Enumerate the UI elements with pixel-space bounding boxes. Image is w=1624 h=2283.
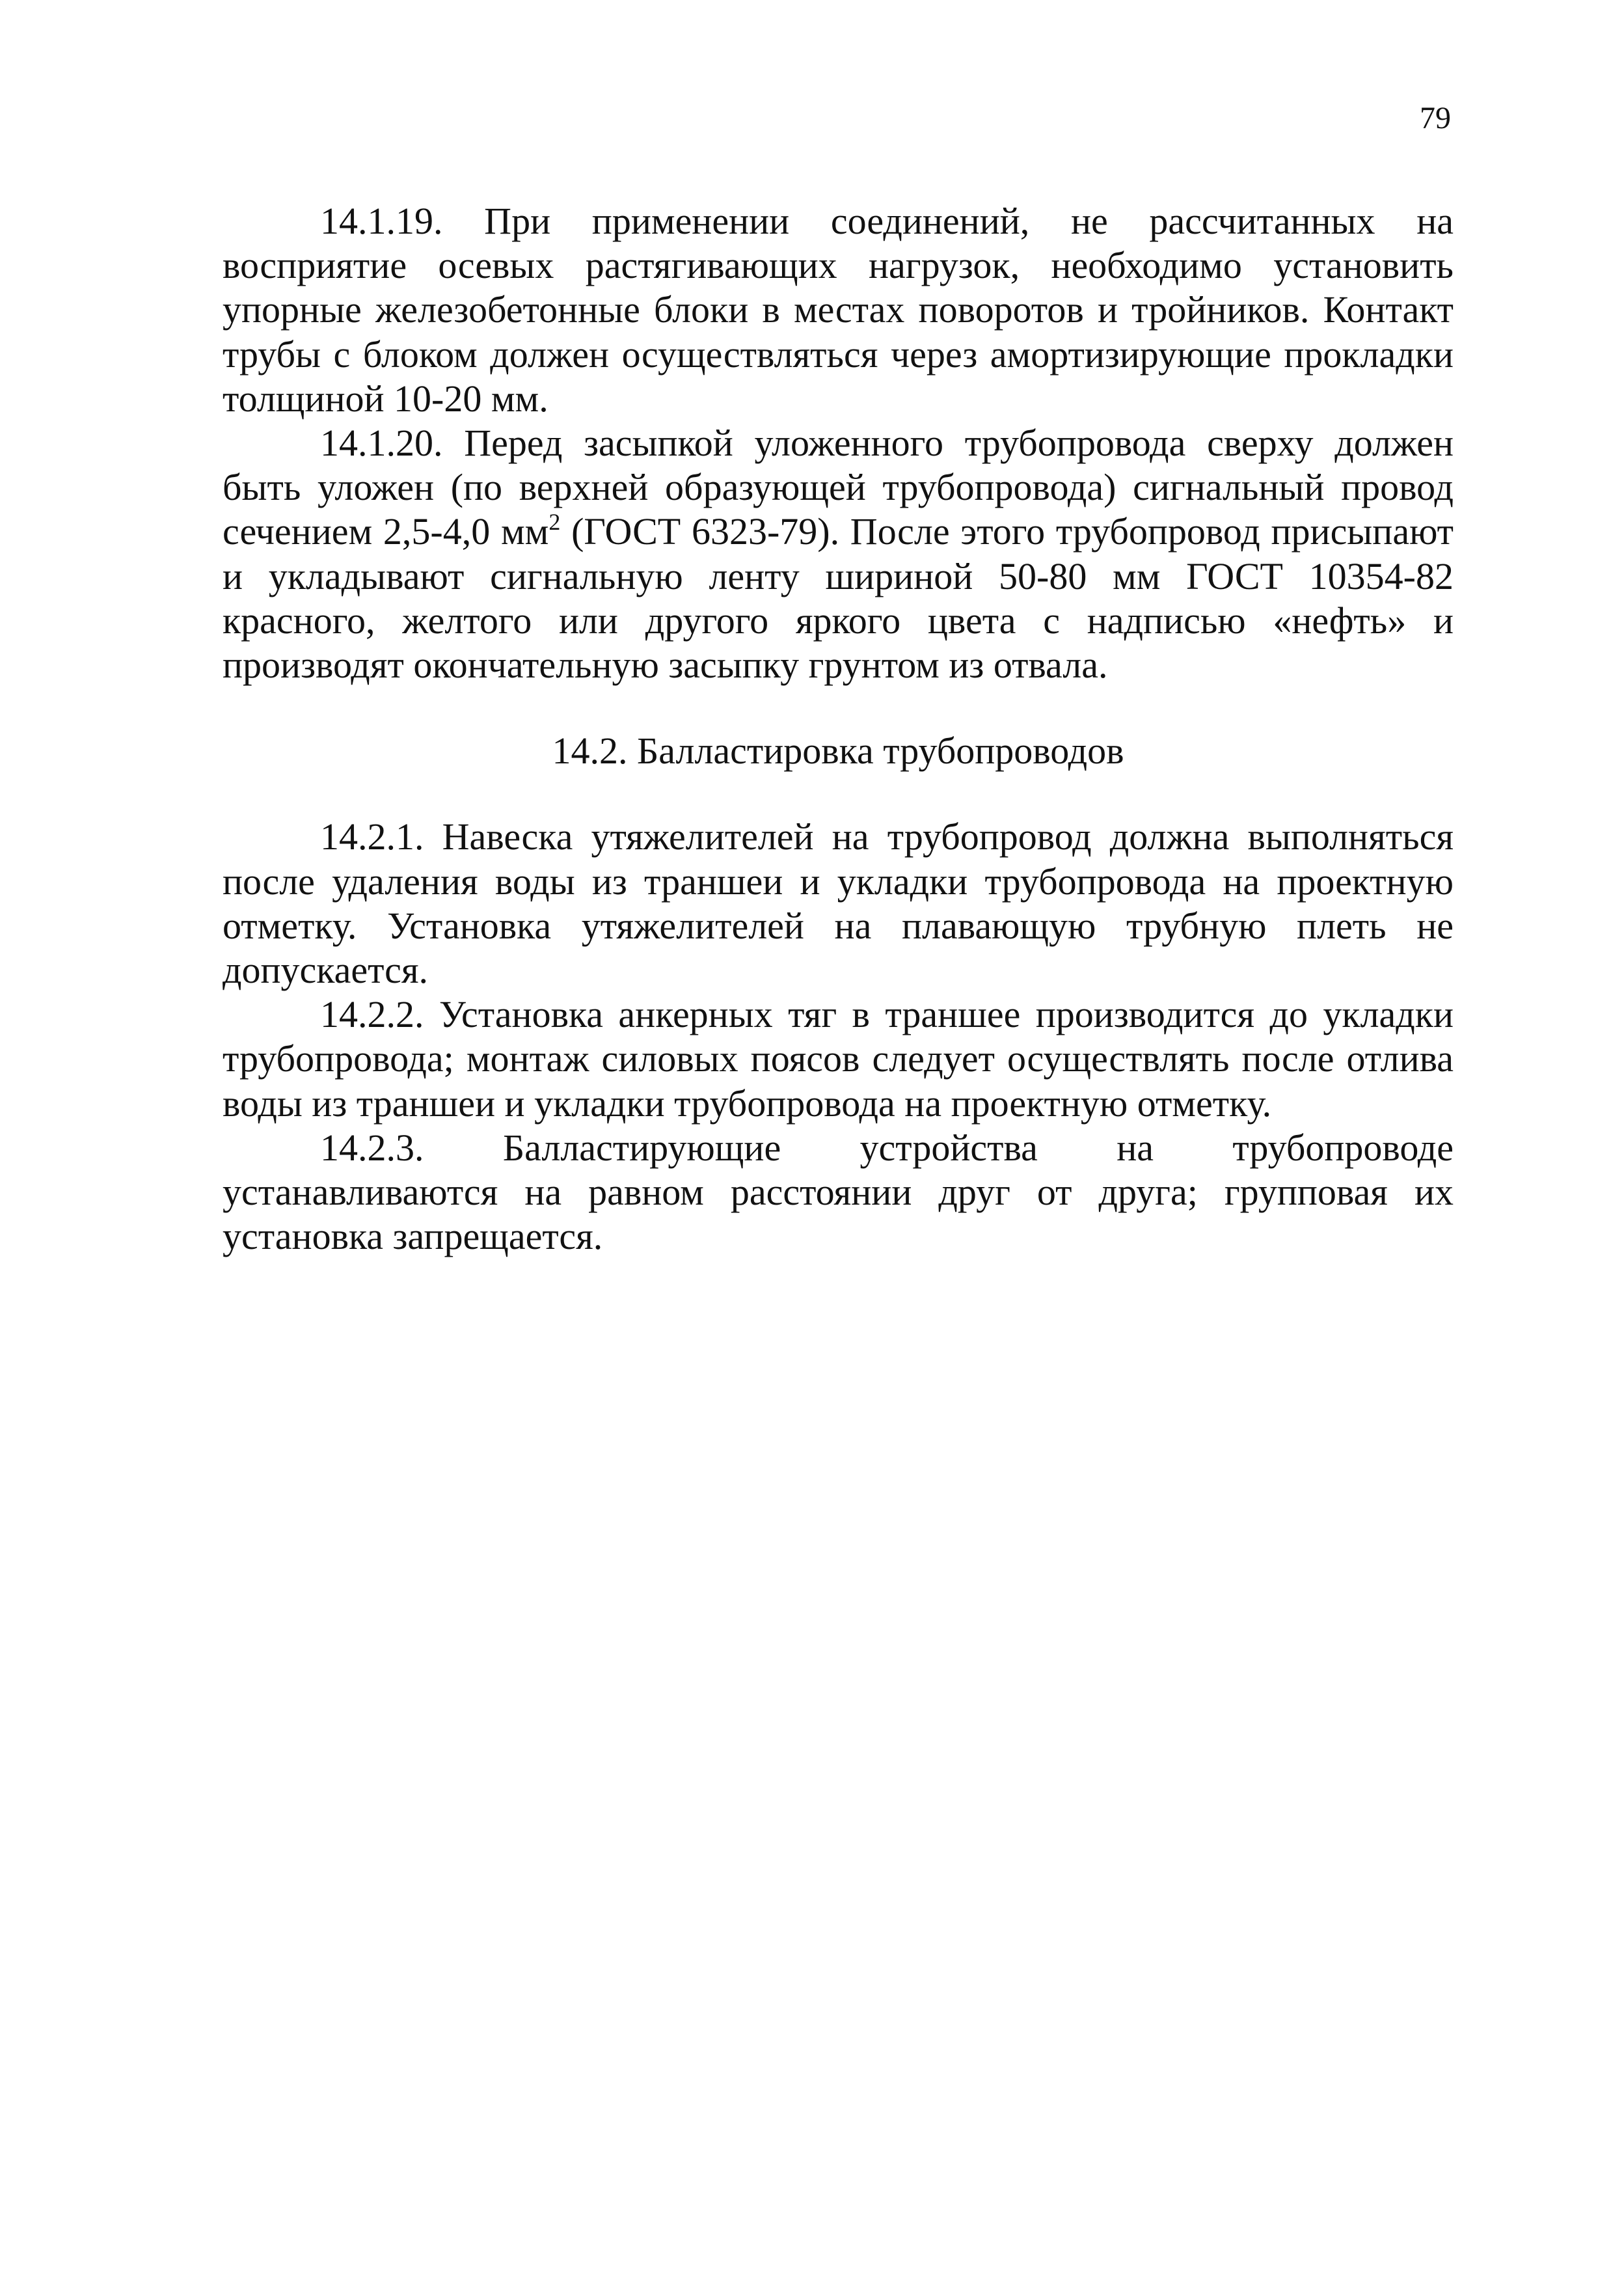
section-heading-14-2: 14.2. Балластировка трубопроводов (552, 730, 1124, 772)
paragraph-14-1-20 (223, 421, 1454, 687)
paragraph-14-2-3: 14.2.3. Балластирующие устройства на трубопроводе устанавливаются на равном расстоянии друг от друга; групповая их установка запрещается. (223, 1126, 1454, 1258)
document-body (223, 199, 1454, 1259)
paragraph-14-1-20-text-start: 14.1.20. Перед засыпкой уложенного трубопровода сверху должен быть уложен (по верхней образующей трубопровода) сигнальный провод сечением 2,5-4,0 мм (223, 422, 1454, 553)
paragraph-14-2-2: 14.2.2. Установка анкерных тяг в траншее производится до укладки трубопровода; монтаж силовых поясов следует осуществлять после отлива воды из траншеи и укладки трубопровода на проектную отметку. (223, 993, 1454, 1125)
paragraph-14-1-19: 14.1.19. При применении соединений, не рассчитанных на восприятие осевых растягивающих нагрузок, необходимо установить упорные железобетонные блоки в местах поворотов и тройников. Контакт трубы с блоком должен осуществляться через амортизирующие прокладки толщиной 10-20 мм. (223, 200, 1454, 420)
superscript-2: 2 (548, 509, 561, 536)
paragraph-14-1-20-text-end: (ГОСТ 6323-79). После этого трубопровод присыпают и укладывают сигнальную ленту шириной 50-80 мм ГОСТ 10354-82 красного, желтого или другого яркого цвета с надписью «нефть» и производят окончательную засыпку грунтом из отвала. (223, 510, 1454, 687)
paragraph-14-2-1: 14.2.1. Навеска утяжелителей на трубопровод должна выполняться после удаления воды из траншеи и укладки трубопровода на проектную отметку. Установка утяжелителей на плавающую трубную плеть не допускается. (223, 815, 1454, 992)
page-number: 79 (1420, 101, 1451, 135)
